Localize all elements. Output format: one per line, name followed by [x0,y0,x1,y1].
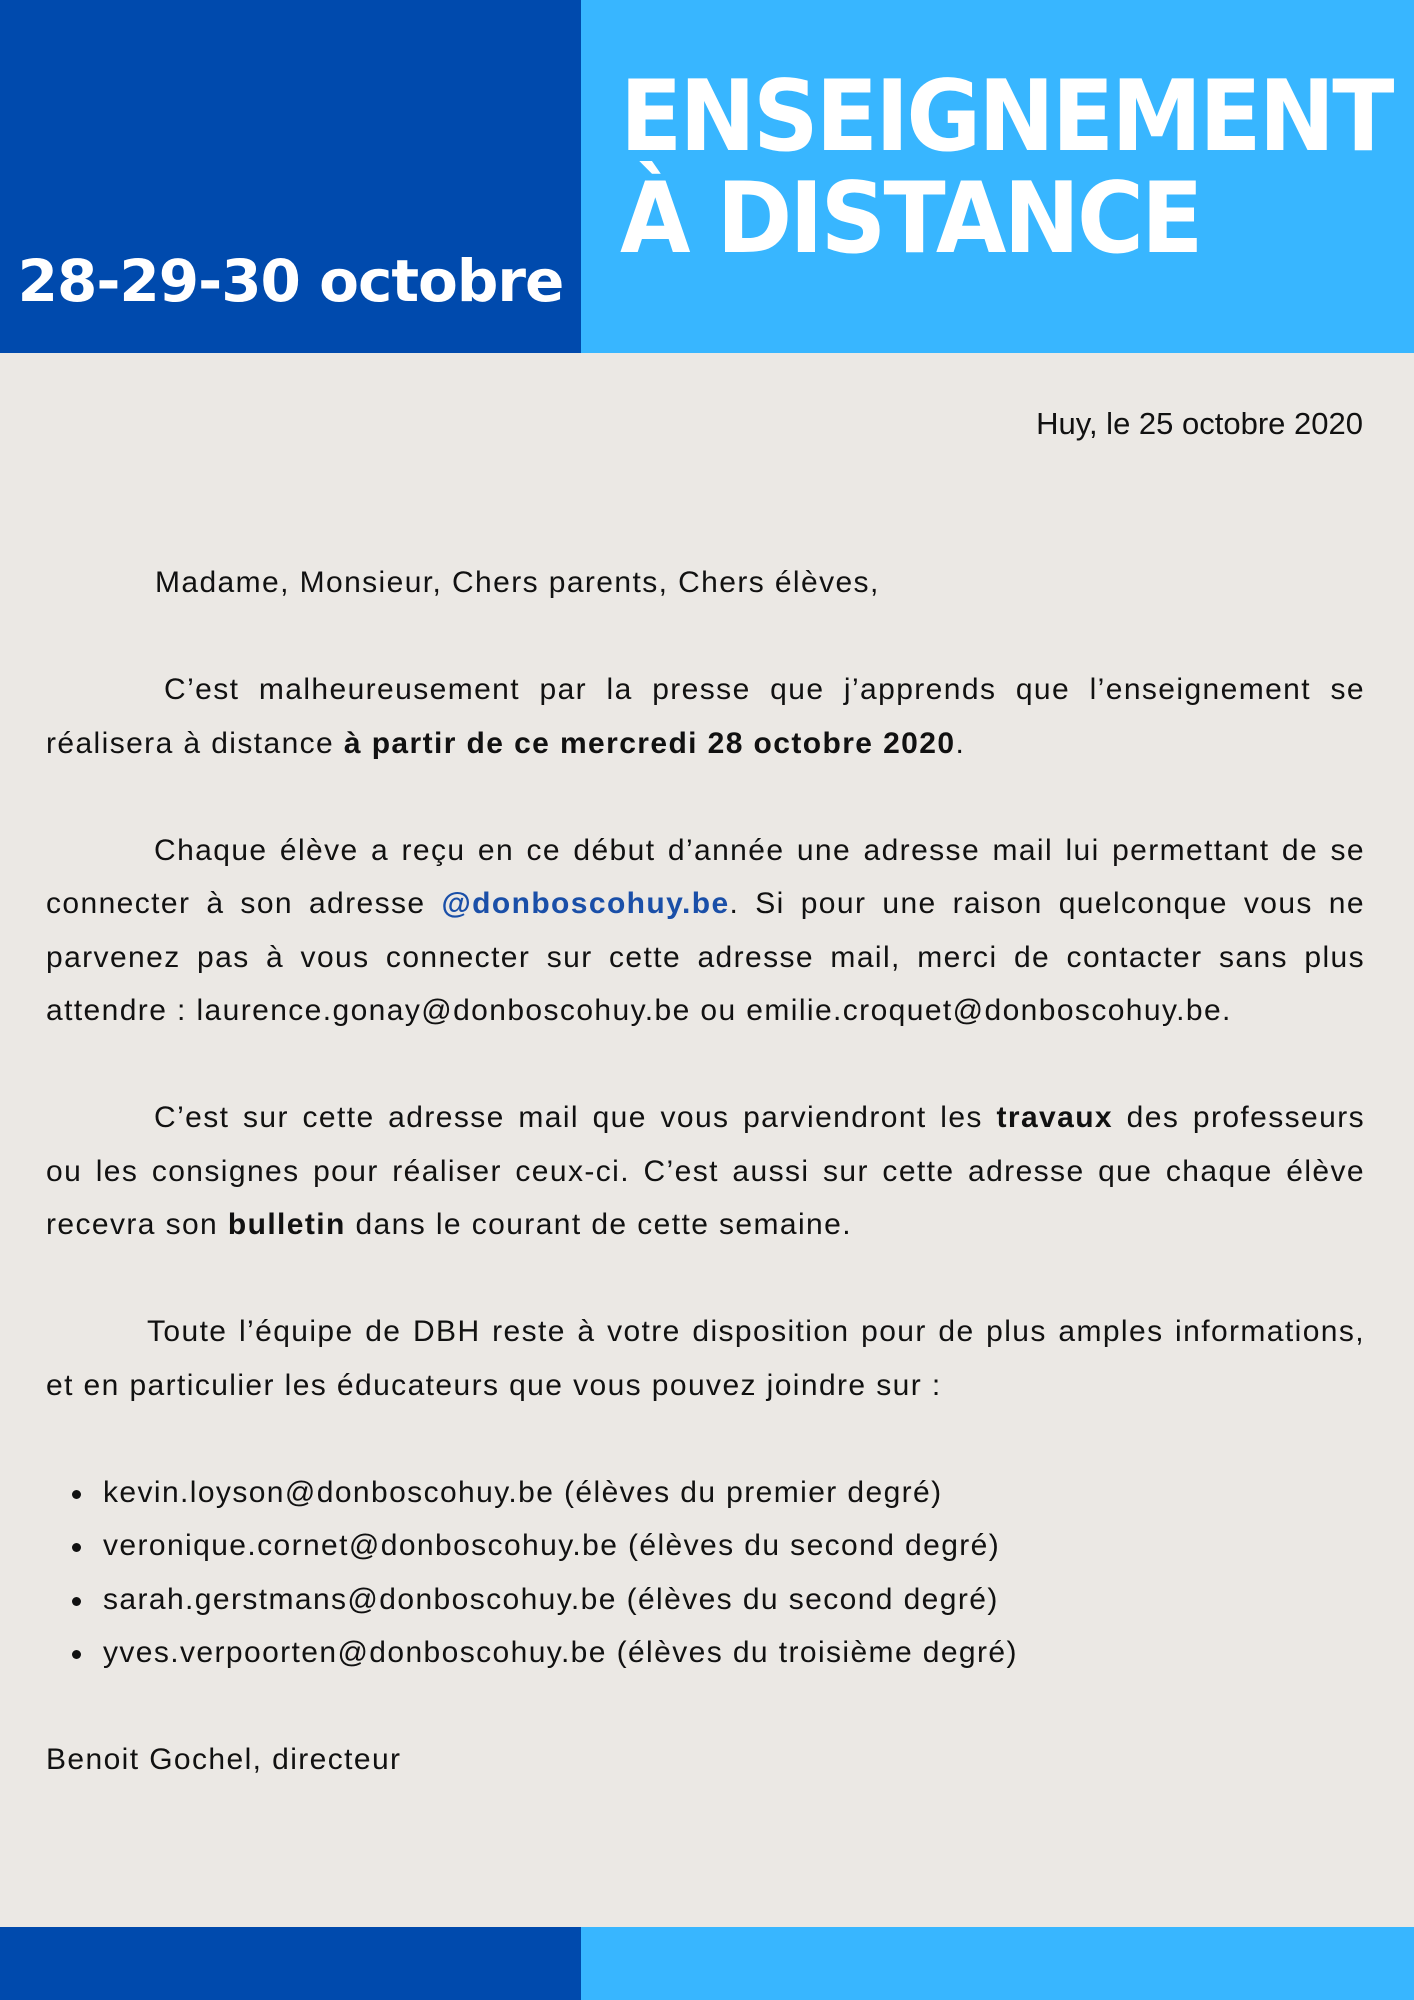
title-line-1: ENSEIGNEMENT [620,60,1392,174]
footer-light-panel [581,1927,1414,2000]
letter-place-date: Huy, le 25 octobre 2020 [1036,406,1363,441]
paragraph-email [46,824,1365,1038]
educator-contact-list [46,1466,1365,1680]
travaux-emphasis: travaux [996,1101,1114,1134]
letter-body [46,556,1365,1840]
bulletin-emphasis: bulletin [227,1208,346,1241]
title-line-2: À DISTANCE [620,162,1201,276]
list-item: sarah.gerstmans@donboscohuy.be (élèves du second degré) [66,1573,1365,1627]
list-item: veronique.cornet@donboscohuy.be (élèves du second degré) [66,1519,1365,1573]
page-title [620,60,1392,276]
signature: Benoit Gochel, directeur [46,1743,402,1776]
paragraph-work-text: C’est sur cette adresse mail que vous parviendront les [154,1101,997,1134]
school-domain: @donboscohuy.be [441,887,730,920]
paragraph-press [46,663,1365,770]
letter-greeting: Madame, Monsieur, Chers parents, Chers élèves, [155,566,880,599]
paragraph-press-end: . [955,726,966,760]
paragraph-email-contacts: . Si pour une raison quelconque vous ne parvenez pas à vous connecter sur cette adresse mail, merci de contacter sans plus attendre : laurence.gonay@donboscohuy.be ou emilie.croquet@donboscohuy.be. [46,887,1365,1027]
paragraph-work-end: dans le courant de cette semaine. [345,1208,852,1241]
paragraph-team-text: Toute l’équipe de DBH reste à votre disposition pour de plus amples informations, et en particulier les éducateurs que vous pouvez joindre sur : [46,1315,1365,1402]
paragraph-team [46,1305,1365,1412]
list-item: yves.verpoorten@donboscohuy.be (élèves du troisième degré) [66,1626,1365,1680]
paragraph-press-text: C’est malheureusement par la presse que j’apprends que l’enseignement se réalisera à distance [46,673,1365,760]
paragraph-work-middle: des professeurs ou les consignes pour réaliser ceux-ci. C’est aussi sur cette adresse que chaque élève recevra son [46,1101,1365,1241]
header-dates: 28-29-30 octobre [17,247,564,315]
paragraph-email-text: Chaque élève a reçu en ce début d’année une adresse mail lui permettant de se connecter à son adresse [46,833,1365,920]
footer-dark-panel [0,1927,581,2000]
start-date-emphasis: à partir de ce mercredi 28 octobre 2020 [343,726,956,760]
paragraph-work [46,1091,1365,1252]
list-item: kevin.loyson@donboscohuy.be (élèves du premier degré) [66,1466,1365,1520]
